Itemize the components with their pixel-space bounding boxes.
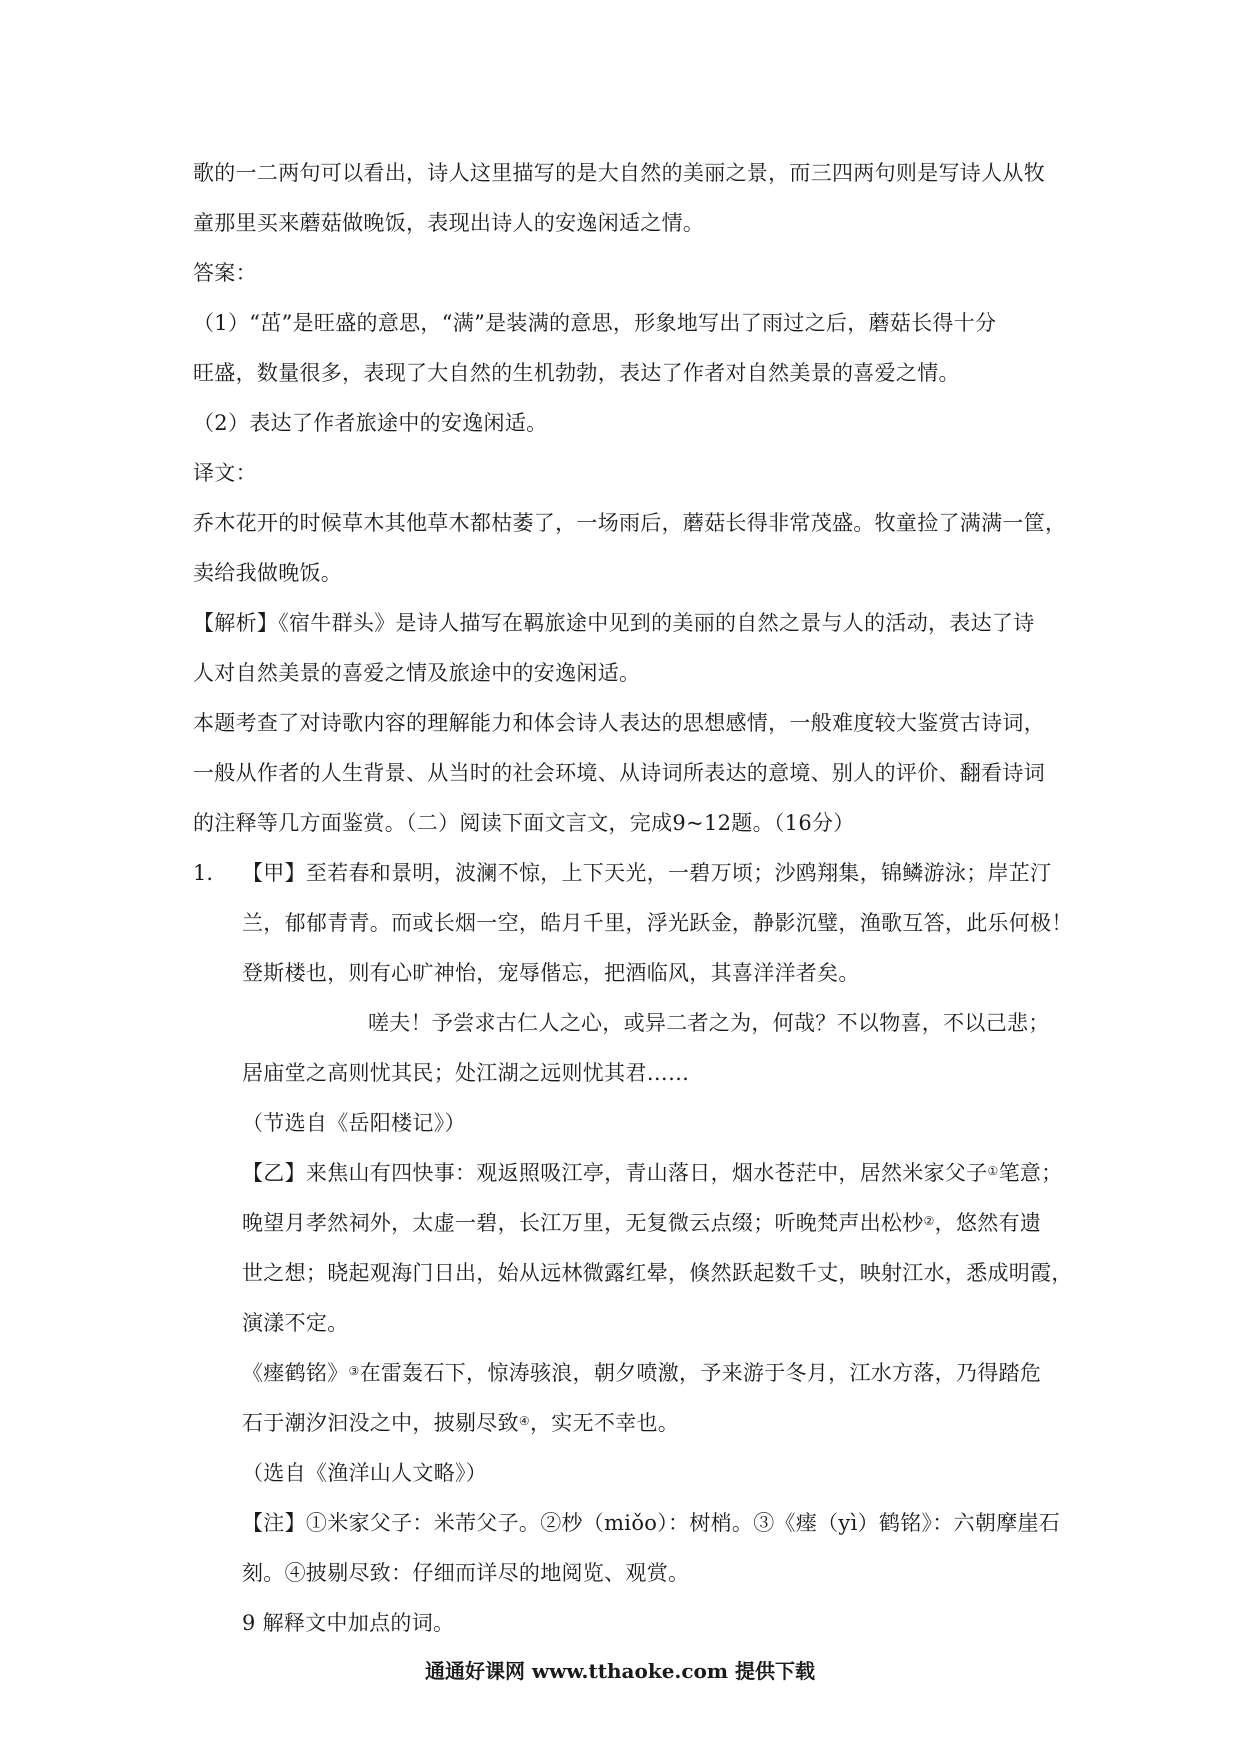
passage-yi-line xyxy=(242,1208,1041,1238)
passage-yi-line xyxy=(242,1258,1073,1288)
text-span: ，实无不幸也。 xyxy=(529,1411,680,1435)
footnote-marker: ③ xyxy=(348,1364,360,1378)
text-span: 歌的一二两句可以看出，诗人这里描写的是大自然的美丽之景，而三四两句则是写诗人从牧 xyxy=(193,161,1045,185)
text-span: 本题考查了对诗歌内容的理解能力和体会诗人表达的思想感情，一般难度较大鉴赏古诗词， xyxy=(193,711,1045,735)
text-span: （1）“茁”是旺盛的意思，“满”是装满的意思，形象地写出了雨过之后，蘑菇长得十分 xyxy=(193,311,997,335)
text-span: 石于潮汐汩没之中，披剔尽致 xyxy=(242,1411,519,1435)
answer-1-line: 旺盛，数量很多，表现了大自然的生机勃勃，表达了作者对自然美景的喜爱之情。 xyxy=(193,361,960,385)
text-span: 在雷轰石下，惊涛骇浪，朝夕喷激，予来游于冬月，江水方落，乃得踏危 xyxy=(359,1361,1042,1385)
text-span: 嗟夫！予尝求古仁人之心，或异二者之为，何哉？不以物喜，不以己悲； xyxy=(368,1011,1050,1035)
exam-note-line xyxy=(193,758,1055,788)
footnote-marker: ② xyxy=(923,1214,935,1228)
text-span: 【甲】至若春和景明，波澜不惊，上下天光，一碧万顷；沙鸥翔集，锦鳞游泳；岸芷汀 xyxy=(242,861,1052,885)
paragraph-line xyxy=(193,158,1055,188)
text-span: 世之想；晓起观海门日出，始从远林微露红晕，倏然跃起数千丈，映射江水，悉成明霞， xyxy=(242,1261,1073,1285)
translation-line xyxy=(193,508,1067,538)
text-span: 一般从作者的人生背景、从当时的社会环境、从诗词所表达的意境、别人的评价、翻看诗词 xyxy=(193,761,1045,785)
analysis-line: 人对自然美景的喜爱之情及旅途中的安逸闲适。 xyxy=(193,661,641,685)
answer-2-line: （2）表达了作者旅途中的安逸闲适。 xyxy=(193,411,548,435)
passage-jia-source: （节选自《岳阳楼记》） xyxy=(242,1111,466,1135)
question-number: 1. xyxy=(193,861,214,885)
text-span: 晚望月孝然祠外，太虚一碧，长江万里，无复微云点缀；听晚梵声出松杪 xyxy=(242,1211,924,1235)
text-span: 兰，郁郁青青。而或长烟一空，皓月千里，浮光跃金，静影沉璧，渔歌互答，此乐何极！ xyxy=(242,911,1073,935)
text-span: 乔木花开的时候草木其他草木都枯萎了，一场雨后，蘑菇长得非常茂盛。牧童捡了满满一筐， xyxy=(193,511,1067,535)
text-span: 【乙】来焦山有四快事：观返照吸江亭，青山落日，烟水苍茫中，居然米家父子 xyxy=(242,1161,988,1185)
passage-yi-line: 演漾不定。 xyxy=(242,1311,349,1335)
passage-yi-line xyxy=(242,1358,1041,1388)
passage-yi-source: （选自《渔洋山人文略》） xyxy=(242,1461,488,1485)
passage-jia-line: 登斯楼也，则有心旷神怡，宠辱偕忘，把酒临风，其喜洋洋者矣。 xyxy=(242,961,860,985)
text-span: 笔意； xyxy=(998,1161,1063,1185)
analysis-line xyxy=(193,608,1055,638)
answer-label: 答案： xyxy=(193,261,257,285)
text-span: 《瘗鹤铭》 xyxy=(242,1361,349,1385)
text-span: ，悠然有遗 xyxy=(934,1211,1042,1235)
passage-yi-line xyxy=(242,1158,1062,1188)
passage-jia-line: 居庙堂之高则忧其民；处江湖之远则忧其君…… xyxy=(242,1061,690,1085)
exam-note-line xyxy=(193,708,1055,738)
passage-yi-line xyxy=(242,1408,679,1438)
paragraph-line: 童那里买来蘑菇做晚饭，表现出诗人的安逸闲适之情。 xyxy=(193,211,705,235)
translation-label: 译文： xyxy=(193,461,257,485)
page-footer: 通通好课网 www.tthaoke.com 提供下载 xyxy=(424,1659,816,1683)
text-span: 【解析】《宿牛群头》是诗人描写在羁旅途中见到的美丽的自然之景与人的活动，表达了诗 xyxy=(193,611,1035,635)
passage-jia-line xyxy=(242,908,1073,938)
passage-jia-line xyxy=(368,1008,1055,1038)
question-9: 9 解释文中加点的词。 xyxy=(242,1611,455,1635)
annotation-line: 刻。④披剔尽致：仔细而详尽的地阅览、观赏。 xyxy=(242,1561,690,1585)
passage-jia-line xyxy=(242,858,1055,888)
footnote-marker: ④ xyxy=(518,1414,530,1428)
annotation-line: 【注】①米家父子：米芾父子。②杪（miǒo）：树梢。③《瘗（yì）鹤铭》：六朝摩崖石 xyxy=(242,1511,1061,1535)
answer-1-line xyxy=(193,308,1055,338)
translation-line: 卖给我做晚饭。 xyxy=(193,561,343,585)
footnote-marker: ① xyxy=(987,1164,999,1178)
exam-note-line: 的注释等几方面鉴赏。（二）阅读下面文言文，完成9~12题。（16分） xyxy=(193,811,855,835)
